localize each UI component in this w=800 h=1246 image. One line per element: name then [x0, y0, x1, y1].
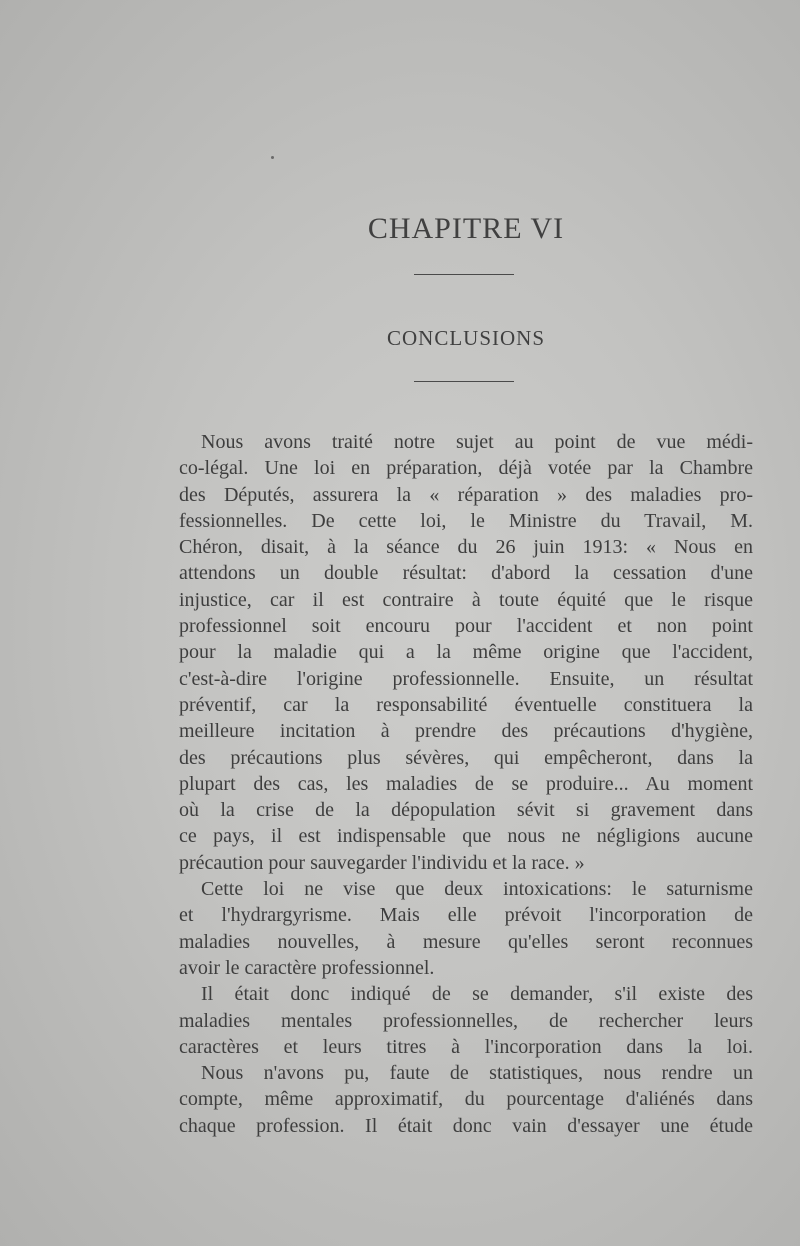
text-line: maladies nouvelles, à mesure qu'elles seront reconnues — [179, 930, 753, 953]
text-line: précaution pour sauvegarder l'individu et la race. » — [179, 851, 585, 874]
body-text — [179, 429, 753, 1139]
text-line: des précautions plus sévères, qui empêcheront, dans la — [179, 746, 753, 769]
title-divider-bottom — [414, 381, 514, 382]
text-line: compte, même approximatif, du pourcentage d'aliénés dans — [179, 1088, 753, 1111]
text-line: professionnel soit encouru pour l'accident et non point — [179, 615, 753, 638]
text-line: où la crise de la dépopulation sévit si gravement dans — [179, 799, 753, 822]
text-line: préventif, car la responsabilité éventuelle constituera la — [179, 693, 753, 716]
text-line: Nous n'avons pu, faute de statistiques, nous rendre un — [201, 1062, 753, 1085]
text-line: injustice, car il est contraire à toute équité que le risque — [179, 588, 753, 611]
title-divider-top — [414, 274, 514, 275]
text-line: des Députés, assurera la « réparation » des maladies pro- — [179, 483, 753, 506]
text-line: Il était donc indiqué de se demander, s'il existe des — [201, 983, 753, 1006]
text-line: fessionnelles. De cette loi, le Ministre du Travail, M. — [179, 509, 753, 532]
section-title: CONCLUSIONS — [386, 326, 546, 350]
text-line: meilleure incitation à prendre des précautions d'hygiène, — [179, 720, 753, 743]
text-line: caractères et leurs titres à l'incorporation dans la loi. — [179, 1035, 753, 1058]
text-line: Cette loi ne vise que deux intoxications: le saturnisme — [201, 878, 753, 901]
text-line: chaque profession. Il était donc vain d'essayer une étude — [179, 1114, 753, 1137]
text-line: et l'hydrargyrisme. Mais elle prévoit l'incorporation de — [179, 904, 753, 927]
text-line: Chéron, disait, à la séance du 26 juin 1913: « Nous en — [179, 536, 753, 559]
text-line: maladies mentales professionnelles, de rechercher leurs — [179, 1009, 753, 1032]
paper-speck — [271, 156, 274, 159]
text-line: c'est-à-dire l'origine professionnelle. Ensuite, un résultat — [179, 667, 753, 690]
text-line: Nous avons traité notre sujet au point de vue médi- — [201, 431, 753, 453]
text-line: ce pays, il est indispensable que nous ne négligions aucune — [179, 825, 753, 848]
text-line: pour la maladie qui a la même origine que l'accident, — [179, 641, 753, 664]
chapter-title: CHAPITRE VI — [367, 212, 565, 245]
text-line: plupart des cas, les maladies de se produire... Au moment — [179, 772, 753, 795]
text-line: attendons un double résultat: d'abord la cessation d'une — [179, 562, 753, 585]
text-line: avoir le caractère professionnel. — [179, 956, 435, 979]
text-line: co-légal. Une loi en préparation, déjà votée par la Chambre — [179, 457, 753, 480]
